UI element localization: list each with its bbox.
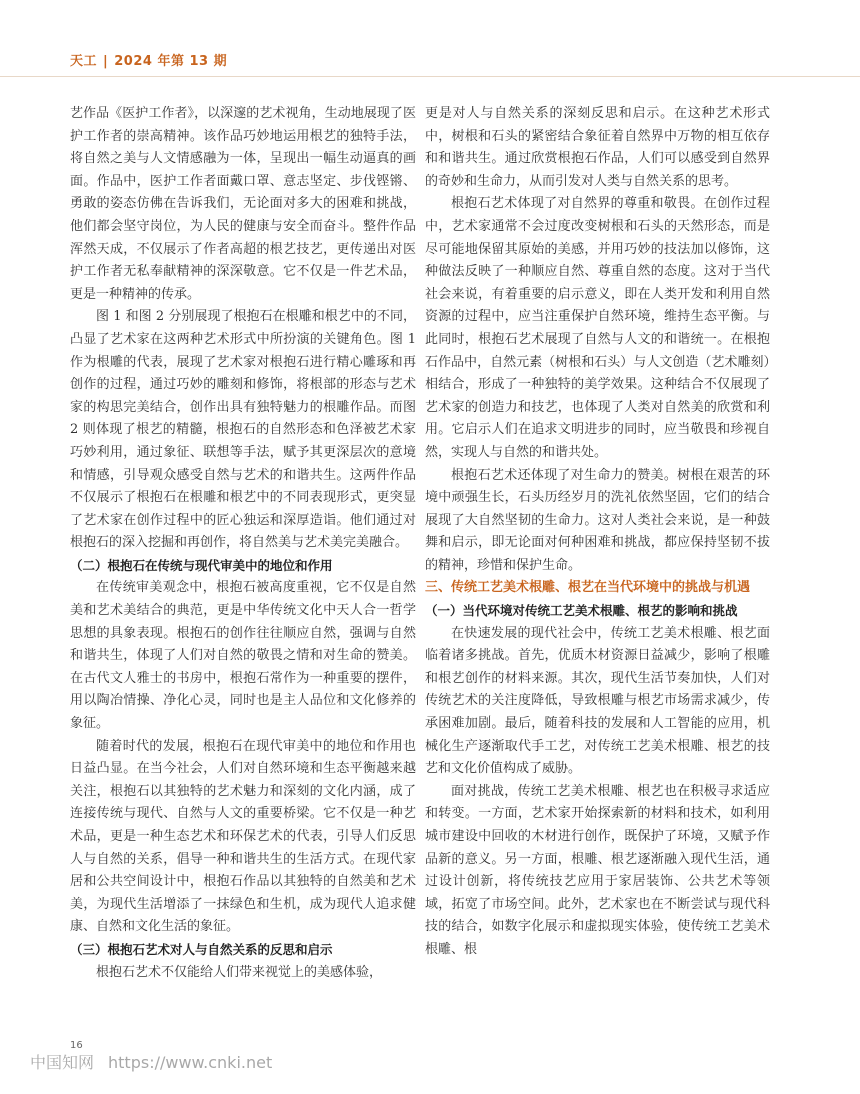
journal-issue: 2024 年第 13 期 — [114, 54, 228, 69]
subsection-heading: （二）根抱石在传统与现代审美中的地位和作用 — [70, 557, 333, 573]
left-column — [70, 103, 416, 984]
watermark-text: 中国知网 — [30, 1053, 95, 1072]
page-number: 16 — [70, 1040, 83, 1051]
section-heading: 三、传统工艺美术根雕、根艺在当代环境中的挑战与机遇 — [425, 580, 751, 596]
journal-header — [70, 50, 227, 69]
header-separator: | — [103, 54, 109, 69]
header-divider — [0, 76, 860, 77]
body-paragraph: 随着时代的发展，根抱石在现代审美中的地位和作用也日益凸显。在当今社会，人们对自然环境和生态平衡越来越关注，根抱石以其独特的艺术魅力和深刻的文化内涵，成了连接传统与现代、自然与人文的重要桥梁。它不仅是一种艺术品，更是一种生态艺术和环保艺术的代表，引导人们反思人与自然的关系，倡导一种和谐共生的生活方式。在现代家居和公共空间设计中，根抱石作品以其独特的自然美和艺术美，为现代生活增添了一抹绿色和生机，成为现代人追求健康、自然和文化生活的象征。 — [70, 738, 416, 935]
subsection-heading: （三）根抱石艺术对人与自然关系的反思和启示 — [70, 941, 333, 957]
subsection-heading: （一）当代环境对传统工艺美术根雕、根艺的影响和挑战 — [425, 603, 738, 619]
body-paragraph: 根抱石艺术不仅能给人们带来视觉上的美感体验， — [96, 964, 383, 980]
body-paragraph: 在快速发展的现代社会中，传统工艺美术根雕、根艺面临着诸多挑战。首先，优质木材资源日益减少，影响了根雕和根艺创作的材料来源。其次，现代生活节奏加快，人们对传统艺术的关注度降低，导致根雕与根艺市场需求减少，传承困难加剧。最后，随着科技的发展和人工智能的应用，机械化生产逐渐取代手工艺，对传统工艺美术根雕、根艺的技艺和文化价值构成了威胁。 — [425, 625, 770, 777]
journal-name: 天工 — [70, 54, 98, 69]
body-paragraph: 在传统审美观念中，根抱石被高度重视，它不仅是自然美和艺术美结合的典范，更是中华传统文化中天人合一哲学思想的具象表现。根抱石的创作往往顺应自然，强调与自然和谐共生，体现了人们对自然的敬畏之情和对生命的赞美。在古代文人雅士的书房中，根抱石常作为一种重要的摆件，用以陶冶情操、净化心灵，同时也是主人品位和文化修养的象征。 — [70, 580, 416, 732]
watermark-url: https://www.cnki.net — [108, 1053, 273, 1072]
body-paragraph: 图 1 和图 2 分别展现了根抱石在根雕和根艺中的不同，凸显了艺术家在这两种艺术形式中所扮演的关键角色。图 1 作为根雕的代表，展现了艺术家对根抱石进行精心雕琢和再创作的过程，通过巧妙的雕刻和修饰，将根部的形态与艺术家的构思完美结合，创作出具有独特魅力的根雕作品。而图 2 则体现了根艺的精髓，根抱石的自然形态和色泽被艺术家巧妙利用，通过象征、联想等手法，赋予其更深层次的意境和情感，引导观众感受自然与艺术的和谐共生。这两件作品不仅展示了根抱石在根雕和根艺中的不同表现形式，更突显了艺术家在创作过程中的匠心独运和深厚造诣。他们通过对根抱石的深入挖掘和再创作，将自然美与艺术美完美融合。 — [70, 309, 416, 551]
body-paragraph: 根抱石艺术还体现了对生命力的赞美。树根在艰苦的环境中顽强生长，石头历经岁月的洗礼依然坚固，它们的结合展现了大自然坚韧的生命力。这对人类社会来说，是一种鼓舞和启示，即无论面对何种困难和挑战，都应保持坚韧不拔的精神，珍惜和保护生命。 — [425, 467, 770, 573]
cnki-watermark — [30, 1050, 272, 1073]
body-paragraph: 更是对人与自然关系的深刻反思和启示。在这种艺术形式中，树根和石头的紧密结合象征着自然界中万物的相互依存和和谐共生。通过欣赏根抱石作品，人们可以感受到自然界的奇妙和生命力，从而引发对人类与自然关系的思考。 — [425, 106, 770, 189]
body-paragraph: 根抱石艺术体现了对自然界的尊重和敬畏。在创作过程中，艺术家通常不会过度改变树根和石头的天然形态，而是尽可能地保留其原始的美感，并用巧妙的技法加以修饰，这种做法反映了一种顺应自然、尊重自然的态度。这对于当代社会来说，有着重要的启示意义，即在人类开发和利用自然资源的过程中，应当注重保护自然环境，维持生态平衡。与此同时，根抱石艺术展现了自然与人文的和谐统一。在根抱石作品中，自然元素（树根和石头）与人文创造（艺术雕刻）相结合，形成了一种独特的美学效果。这种结合不仅展现了艺术家的创造力和技艺，也体现了人类对自然美的欣赏和利用。它启示人们在追求文明进步的同时，应当敬畏和珍视自然，实现人与自然的和谐共处。 — [425, 196, 770, 460]
body-paragraph: 面对挑战，传统工艺美术根雕、根艺也在积极寻求适应和转变。一方面，艺术家开始探索新的材料和技术，如利用城市建设中回收的木材进行创作，既保护了环境，又赋予作品新的意义。另一方面，根雕、根艺逐渐融入现代生活，通过设计创新，将传统技艺应用于家居装饰、公共艺术等领域，拓宽了市场空间。此外，艺术家也在不断尝试与现代科技的结合，如数字化展示和虚拟现实体验，使传统工艺美术根雕、根 — [425, 783, 770, 957]
body-paragraph: 艺作品《医护工作者》，以深邃的艺术视角，生动地展现了医护工作者的崇高精神。该作品巧妙地运用根艺的独特手法，将自然之美与人文情感融为一体，呈现出一幅生动逼真的画面。作品中，医护工作者面戴口罩、意志坚定、步伐铿锵、勇敢的姿态仿佛在告诉我们，无论面对多大的困难和挑战，他们都会坚守岗位，为人民的健康与安全而奋斗。整件作品浑然天成，不仅展示了作者高超的根艺技艺，更传递出对医护工作者无私奉献精神的深深敬意。它不仅是一件艺术品，更是一种精神的传承。 — [70, 106, 416, 302]
right-column — [425, 103, 770, 962]
